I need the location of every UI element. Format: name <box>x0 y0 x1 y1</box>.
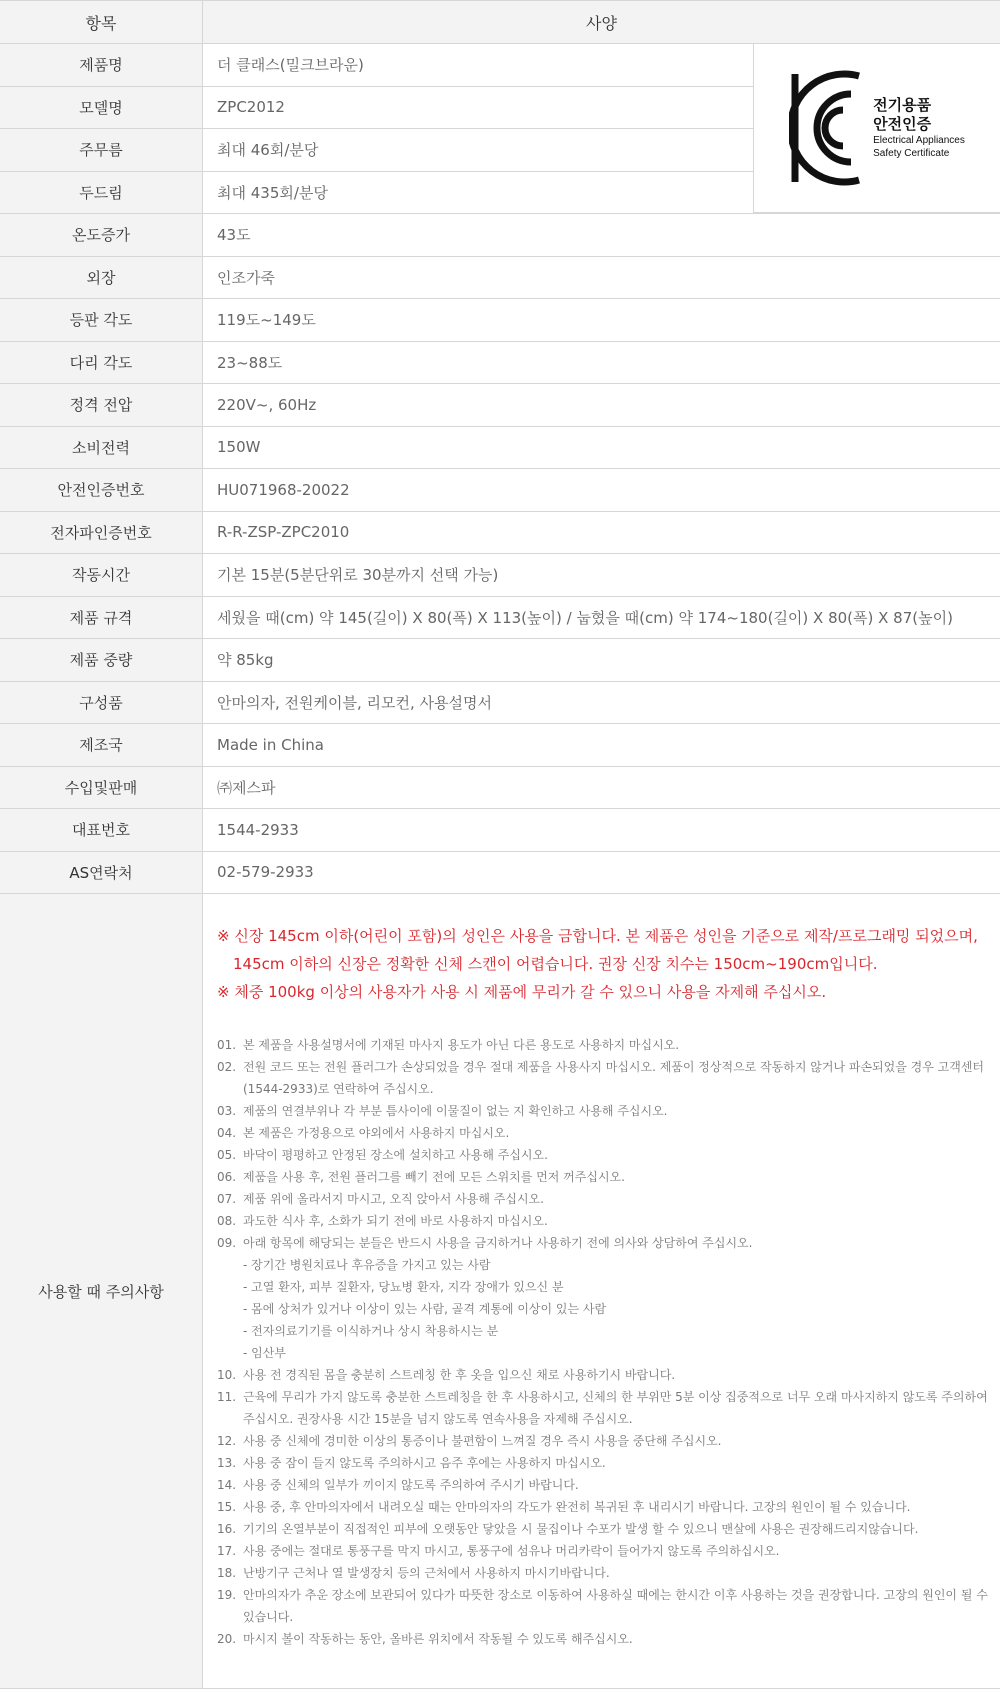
list-item <box>217 1210 1000 1232</box>
notes-row <box>0 894 1000 1689</box>
list-item-number: 18. <box>217 1566 237 1580</box>
table-row <box>0 257 1000 300</box>
list-item-number: 06. <box>217 1170 237 1184</box>
list-item <box>217 1562 1000 1584</box>
list-item <box>217 1430 1000 1452</box>
list-item-number: 01. <box>217 1038 237 1052</box>
table-row <box>0 852 1000 895</box>
row-label: 외장 <box>0 257 203 299</box>
row-value: 최대 46회/분당 <box>217 141 319 160</box>
list-item <box>217 1188 1000 1210</box>
list-item-number: 17. <box>217 1544 237 1558</box>
table-row <box>0 597 1000 640</box>
row-value: 02-579-2933 <box>217 863 314 882</box>
list-item-text: 사용 중 신체의 일부가 끼이지 않도록 주의하여 주시기 바랍니다. <box>243 1478 579 1492</box>
list-item-text: 사용 중 잠이 들지 않도록 주의하시고 음주 후에는 사용하지 마십시오. <box>243 1456 606 1470</box>
row-label: 수입및판매 <box>0 767 203 809</box>
list-item <box>217 1518 1000 1540</box>
table-row <box>0 809 1000 852</box>
list-item-text: - 임산부 <box>243 1346 286 1360</box>
row-value: 약 85kg <box>217 651 274 670</box>
list-item-number: 15. <box>217 1500 237 1514</box>
table-row <box>0 682 1000 725</box>
list-item-number: 05. <box>217 1148 237 1162</box>
table-row <box>0 384 1000 427</box>
list-item-number: 13. <box>217 1456 237 1470</box>
table-row <box>0 342 1000 385</box>
row-label: 정격 전압 <box>0 384 203 426</box>
list-item-text: 전원 코드 또는 전원 플러그가 손상되었을 경우 절대 제품을 사용사지 마십시오. 제품이 정상적으로 작동하지 않거나 파손되었을 경우 고객센터(1544-2933)로 연락하여 주십시오. <box>243 1060 985 1096</box>
list-item-number: 12. <box>217 1434 237 1448</box>
row-label: 등판 각도 <box>0 299 203 341</box>
list-item-text: 난방기구 근처나 열 발생장치 등의 근처에서 사용하지 마시기바랍니다. <box>243 1566 610 1580</box>
row-label: 소비전력 <box>0 427 203 469</box>
list-item-number: 20. <box>217 1632 237 1646</box>
list-item <box>217 1320 1000 1342</box>
list-item <box>217 1276 1000 1298</box>
list-item <box>217 1364 1000 1386</box>
list-item-text: 사용 전 경직된 몸을 충분히 스트레칭 한 후 옷을 입으신 채로 사용하기시 바랍니다. <box>243 1368 676 1382</box>
list-item-text: - 고열 환자, 피부 질환자, 당뇨병 환자, 지각 장애가 있으신 분 <box>243 1280 564 1294</box>
list-item-number: 14. <box>217 1478 237 1492</box>
list-item-text: 마시지 볼이 작동하는 동안, 올바른 위치에서 작동될 수 있도록 해주십시오. <box>243 1632 633 1646</box>
kc-certification <box>753 44 1000 213</box>
list-item-text: 사용 중 신체에 경미한 이상의 통증이나 불편함이 느껴질 경우 즉시 사용을 중단해 주십시오. <box>243 1434 722 1448</box>
list-item-text: - 장기간 병원치료나 후유증을 가지고 있는 사람 <box>243 1258 491 1272</box>
table-row <box>0 427 1000 470</box>
list-item-text: 사용 중에는 절대로 통풍구를 막지 마시고, 통풍구에 섬유나 머리카락이 들어가지 않도록 주의하십시오. <box>243 1544 780 1558</box>
kc-en-line1: Electrical Appliances <box>873 135 965 146</box>
row-value: 119도~149도 <box>217 311 316 330</box>
list-item <box>217 1122 1000 1144</box>
warning-block <box>217 922 1000 1006</box>
list-item <box>217 1232 1000 1254</box>
row-value: HU071968-20022 <box>217 480 350 499</box>
list-item-text: 안마의자가 추운 장소에 보관되어 있다가 따뜻한 장소로 이동하여 사용하실 때에는 한시간 이후 사용하는 것을 권장합니다. 고장의 원인이 될 수 있습니다. <box>243 1588 988 1624</box>
kc-en-line2: Safety Certificate <box>873 148 950 159</box>
row-value: ㈜제스파 <box>217 778 276 797</box>
table-row <box>0 767 1000 810</box>
row-value: 150W <box>217 438 261 457</box>
list-item-text: 본 제품은 가정용으로 야외에서 사용하지 마십시오. <box>243 1126 510 1140</box>
list-item-number: 07. <box>217 1192 237 1206</box>
row-label: 온도증가 <box>0 214 203 256</box>
list-item <box>217 1034 1000 1056</box>
caution-list <box>217 1034 1000 1650</box>
row-label: 두드림 <box>0 172 203 214</box>
row-value: 안마의자, 전원케이블, 리모컨, 사용설명서 <box>217 693 492 712</box>
list-item <box>217 1056 1000 1100</box>
row-value: 220V~, 60Hz <box>217 395 317 414</box>
row-value: 기본 15분(5분단위로 30분까지 선택 가능) <box>217 566 499 585</box>
row-label: 주무름 <box>0 129 203 171</box>
list-item-text: 근육에 무리가 가지 않도록 충분한 스트레칭을 한 후 사용하시고, 신체의 한 부위만 5분 이상 집중적으로 너무 오래 마사지하지 않도록 주의하여 주십시오. 권장사용 시간 15분을 넘지 않도록 연속사용을 자제해 주십시오. <box>243 1390 988 1426</box>
row-value: ZPC2012 <box>217 98 285 117</box>
list-item-number: 08. <box>217 1214 237 1228</box>
row-label: 구성품 <box>0 682 203 724</box>
list-item-text: 아래 항목에 해당되는 분들은 반드시 사용을 금지하거나 사용하기 전에 의사와 상담하여 주십시오. <box>243 1236 753 1250</box>
list-item <box>217 1100 1000 1122</box>
list-item <box>217 1474 1000 1496</box>
table-row <box>0 214 1000 257</box>
kc-logo-icon <box>789 70 865 186</box>
table-row <box>0 639 1000 682</box>
row-label: AS연락처 <box>0 852 203 894</box>
table-row <box>0 299 1000 342</box>
table-row <box>0 469 1000 512</box>
list-item-text: - 전자의료기기를 이식하거나 상시 착용하시는 분 <box>243 1324 499 1338</box>
list-item-number: 19. <box>217 1588 237 1602</box>
list-item <box>217 1386 1000 1430</box>
row-value: 43도 <box>217 226 251 245</box>
list-item-text: 기기의 온열부분이 직접적인 피부에 오랫동안 닿았을 시 물집이나 수포가 발생 할 수 있으니 맨살에 사용은 권장해드리지않습니다. <box>243 1522 919 1536</box>
list-item <box>217 1540 1000 1562</box>
row-value: Made in China <box>217 735 324 754</box>
list-item <box>217 1254 1000 1276</box>
list-item-text: 본 제품을 사용설명서에 기재된 마사지 용도가 아닌 다른 용도로 사용하지 마십시오. <box>243 1038 680 1052</box>
list-item <box>217 1166 1000 1188</box>
list-item <box>217 1342 1000 1364</box>
list-item-number: 16. <box>217 1522 237 1536</box>
row-value: 인조가죽 <box>217 268 275 287</box>
list-item-text: 사용 중, 후 안마의자에서 내려오실 때는 안마의자의 각도가 완전히 복귀된 후 내리시기 바랍니다. 고장의 원인이 될 수 있습니다. <box>243 1500 911 1514</box>
row-label: 전자파인증번호 <box>0 512 203 554</box>
list-item <box>217 1584 1000 1628</box>
warning-line: ※ 체중 100kg 이상의 사용자가 사용 시 제품에 무리가 갈 수 있으니 사용을 자제해 주십시오. <box>217 983 827 1001</box>
row-value: 23~88도 <box>217 353 283 372</box>
row-label: 제품 규격 <box>0 597 203 639</box>
row-value: 최대 435회/분당 <box>217 183 328 202</box>
list-item <box>217 1628 1000 1650</box>
list-item-number: 11. <box>217 1390 237 1404</box>
table-row <box>0 554 1000 597</box>
table-row <box>0 724 1000 767</box>
row-label: 모델명 <box>0 87 203 129</box>
table-row <box>0 512 1000 555</box>
list-item-number: 10. <box>217 1368 237 1382</box>
list-item-number: 09. <box>217 1236 237 1250</box>
notes-label: 사용할 때 주의사항 <box>0 894 203 1688</box>
row-value: 1544-2933 <box>217 820 299 839</box>
row-label: 제품명 <box>0 44 203 86</box>
list-item-number: 02. <box>217 1060 237 1074</box>
row-value: 세웠을 때(cm) 약 145(길이) X 80(폭) X 113(높이) / 눕혔을 때(cm) 약 174~180(길이) X 80(폭) X 87(높이) <box>217 608 953 627</box>
list-item-text: - 몸에 상처가 있거나 이상이 있는 사람, 골격 계통에 이상이 있는 사람 <box>243 1302 607 1316</box>
kc-title-line2: 안전인증 <box>873 115 932 133</box>
list-item <box>217 1496 1000 1518</box>
list-item-text: 제품 위에 올라서지 마시고, 오직 앉아서 사용해 주십시오. <box>243 1192 544 1206</box>
warning-line: ※ 신장 145cm 이하(어린이 포함)의 성인은 사용을 금합니다. 본 제품은 성인을 기준으로 제작/프로그래밍 되었으며, <box>217 927 978 945</box>
list-item-number: 04. <box>217 1126 237 1140</box>
row-value: R-R-ZSP-ZPC2010 <box>217 523 350 542</box>
row-label: 제품 중량 <box>0 639 203 681</box>
row-value: 더 클래스(밀크브라운) <box>217 56 364 75</box>
row-label: 대표번호 <box>0 809 203 851</box>
row-label: 제조국 <box>0 724 203 766</box>
kc-title-line1: 전기용품 <box>873 96 932 114</box>
list-item-text: 제품을 사용 후, 전원 플러그를 빼기 전에 모든 스위치를 먼저 꺼주십시오. <box>243 1170 625 1184</box>
list-item-text: 바닥이 평평하고 안정된 장소에 설치하고 사용해 주십시오. <box>243 1148 548 1162</box>
table-header <box>0 0 1000 44</box>
list-item-number: 03. <box>217 1104 237 1118</box>
row-label: 다리 각도 <box>0 342 203 384</box>
header-item: 항목 <box>0 1 203 43</box>
warning-line: 145cm 이하의 신장은 정확한 신체 스캔이 어렵습니다. 권장 신장 치수는 150cm~190cm입니다. <box>233 955 878 973</box>
list-item <box>217 1452 1000 1474</box>
list-item-text: 과도한 식사 후, 소화가 되기 전에 바로 사용하지 마십시오. <box>243 1214 548 1228</box>
row-label: 작동시간 <box>0 554 203 596</box>
list-item <box>217 1144 1000 1166</box>
notes-content <box>203 894 1000 1688</box>
list-item <box>217 1298 1000 1320</box>
list-item-text: 제품의 연결부위나 각 부분 틈사이에 이물질이 없는 지 확인하고 사용해 주십시오. <box>243 1104 668 1118</box>
header-spec: 사양 <box>586 13 617 33</box>
row-label: 안전인증번호 <box>0 469 203 511</box>
